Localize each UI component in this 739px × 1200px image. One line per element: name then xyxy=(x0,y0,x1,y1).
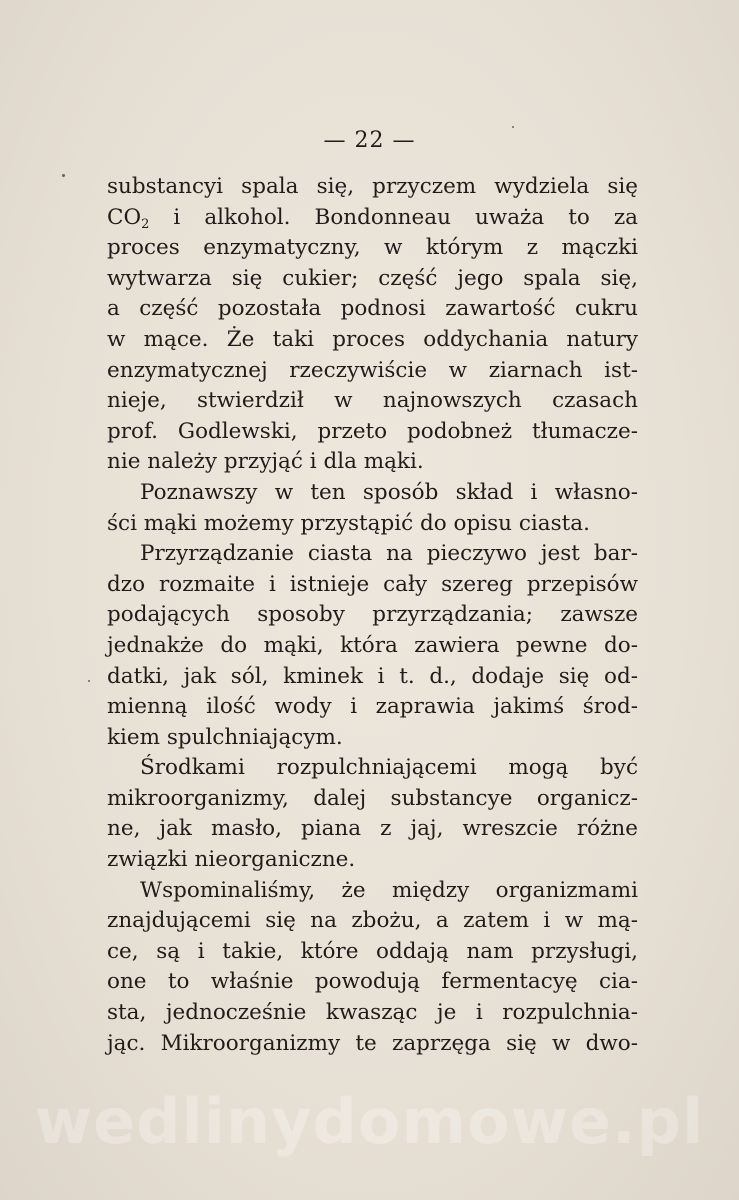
text-line-21: mikroorganizmy, dalej substancye organicz- xyxy=(107,785,638,811)
text-line-11: Poznawszy w ten sposób skład i własno- xyxy=(140,479,638,505)
paper-speck xyxy=(62,174,65,177)
text-line-12: ści mąki możemy przystąpić do opisu ciasta. xyxy=(107,510,590,536)
text-line-3: proces enzymatyczny, w którym z mączki xyxy=(107,235,638,261)
paper-speck xyxy=(88,680,90,682)
text-line-17: datki, jak sól, kminek i t. d., dodaje się od- xyxy=(107,663,638,689)
text-line-19: kiem spulchniającym. xyxy=(107,724,343,750)
text-line-27: one to właśnie powodują fermentacyę cia- xyxy=(107,969,638,995)
text-line-16: jednakże do mąki, która zawiera pewne do- xyxy=(107,632,638,658)
watermark: wedlinydomowe.pl xyxy=(34,1085,705,1158)
text-line-24: Wspominaliśmy, że między organizmami xyxy=(140,877,638,903)
text-line-26: ce, są i takie, które oddają nam przysługi, xyxy=(107,938,638,964)
text-line-8: nieje, stwierdził w najnowszych czasach xyxy=(107,388,638,414)
page-number: — 22 — xyxy=(323,128,416,153)
text-line-29: jąc. Mikroorganizmy te zaprzęga się w dwo- xyxy=(107,1030,638,1056)
text-line-9: prof. Godlewski, przeto podobneż tłumacze- xyxy=(107,418,638,444)
text-line-1: substancyi spala się, przyczem wydziela się xyxy=(107,174,638,199)
text-line-22: ne, jak masło, piana z jaj, wreszcie różne xyxy=(107,816,638,842)
text-line-23: związki nieorganiczne. xyxy=(107,847,356,873)
text-line-6: w mące. Że taki proces oddychania natury xyxy=(107,326,638,352)
text-line-10: nie należy przyjąć i dla mąki. xyxy=(107,449,424,475)
text-line-25: znajdującemi się na zbożu, a zatem i w mą- xyxy=(107,908,638,934)
subscript: 2 xyxy=(141,216,150,232)
text-line-18: mienną ilość wody i zaprawia jakimś środ- xyxy=(107,694,638,720)
text-line-14: dzo rozmaite i istnieje cały szereg przepisów xyxy=(107,571,638,597)
body-text xyxy=(107,172,638,1059)
text-line-5: a część pozostała podnosi zawartość cukru xyxy=(107,296,638,322)
text-line-13: Przyrządzanie ciasta na pieczywo jest bar- xyxy=(140,541,638,567)
text-line-2: $CO_2$ i alkohol. Bondonneau uważa to za xyxy=(107,204,638,232)
text-line-4: wytwarza się cukier; część jego spala się, xyxy=(107,265,638,291)
text-line-28: sta, jednocześnie kwasząc je i rozpulchnia- xyxy=(107,1000,638,1026)
text-line-20: Środkami rozpulchniającemi mogą być xyxy=(140,755,638,781)
text-line-15: podających sposoby przyrządzania; zawsze xyxy=(107,602,638,628)
text-line-7: enzymatycznej rzeczywiście w ziarnach ist- xyxy=(107,357,638,383)
